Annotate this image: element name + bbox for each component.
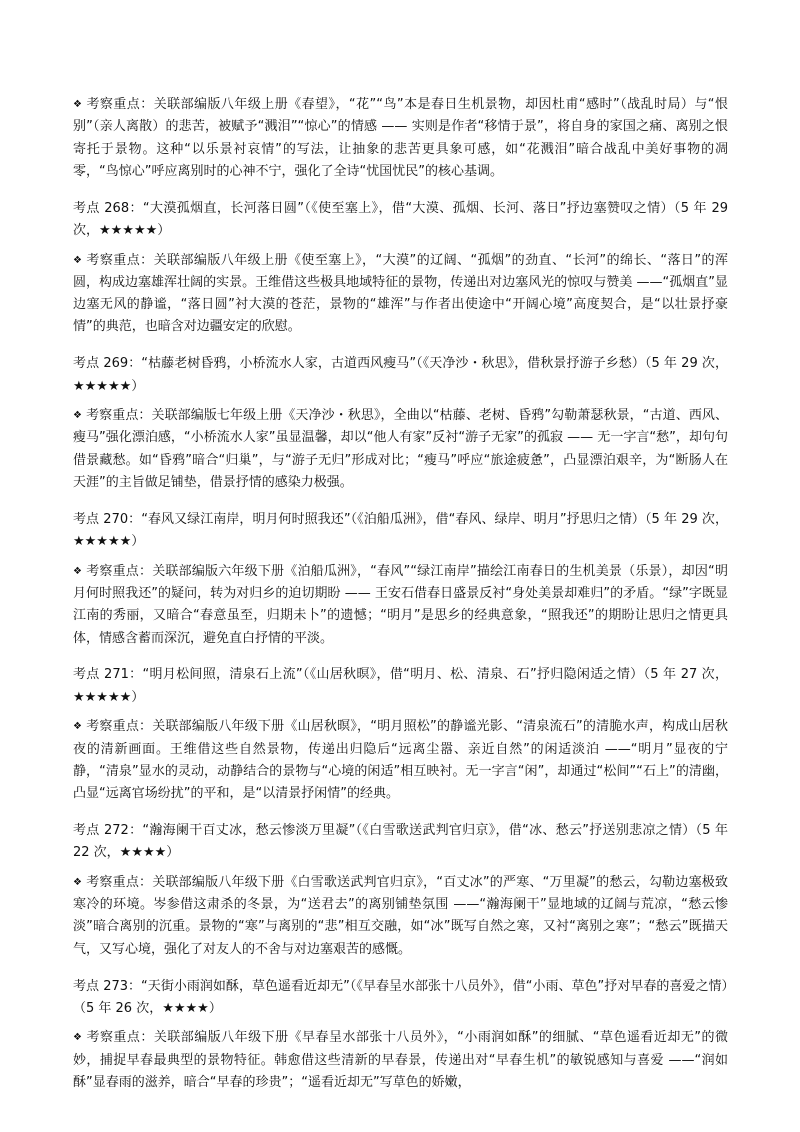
exam-point-heading: 考点 271：“明月松间照，清泉石上流”（《山居秋暝》，借“明月、松、清泉、石”抒归隐闲适之情）（5 年 27 次，★★★★★） — [73, 667, 728, 705]
note-text: 关联部编版七年级上册《天净沙・秋思》，全曲以“枯藤、老树、昏鸦”勾勒萧瑟秋景，“古道、西风、瘦马”强化漂泊感，“小桥流水人家”虽显温馨，却以“他人有家”反衬“游子无家”的孤寂 —— 无一字言“愁”，却句句借景藏愁。如“昏鸦”暗合“归巢”，与“游子无归”形成对比；“瘦马”呼应“旅途疲惫”，凸显漂泊艰辛，为“断肠人在天涯”的主旨做足铺垫，借景抒情的感染力极强。 — [73, 408, 728, 491]
key-point-note — [73, 1027, 728, 1094]
note-label: 考察重点： — [86, 563, 153, 579]
note-label: 考察重点： — [86, 97, 154, 112]
diamond-bullet-icon: ❖ — [73, 254, 82, 266]
note-text: 关联部编版八年级下册《山居秋暝》，“明月照松”的静谧光影、“清泉流石”的清脆水声，构成山居秋夜的清新画面。王维借这些自然景物，传递出归隐后“远离尘嚣、亲近自然”的闲适淡泊 ——“明月”显夜的宁静，“清泉”显水的灵动，动静结合的景物与“心境的闲适”相互映衬。无一字言“闲”，却通过“松间”“石上”的清幽，凸显“远离官场纷扰”的平和，是“以清景抒闲情”的经典。 — [73, 719, 728, 802]
exam-point-heading: 考点 270：“春风又绿江南岸，明月何时照我还”（《泊船瓜洲》，借“春风、绿岸、明月”抒思归之情）（5 年 29 次，★★★★★） — [73, 511, 728, 550]
note-text: 关联部编版六年级下册《泊船瓜洲》，“春风”“绿江南岸”描绘江南春日的生机美景（乐景），却因“明月何时照我还”的疑问，转为对归乡的迫切期盼 —— 王安石借春日盛景反衬“身处美景却难归”的矛盾。“绿”字既显江南的秀丽，又暗合“春意虽至，归期未卜”的遗憾；“明月”是思乡的经典意象，“照我还”的期盼让思归之情更具体，情感含蓄而深沉，避免直白抒情的平淡。 — [73, 563, 728, 646]
note-label: 考察重点： — [86, 719, 153, 735]
diamond-bullet-icon: ❖ — [73, 99, 82, 110]
note-text: 关联部编版八年级上册《使至塞上》，“大漠”的辽阔、“孤烟”的劲直、“长河”的绵长、“落日”的浑圆，构成边塞雄浑壮阔的实景。王维借这些极具地域特征的景物，传递出对边塞风光的惊叹与赞美 ——“孤烟直”显边塞无风的静谧，“落日圆”衬大漠的苍茫，景物的“雄浑”与作者出使途中“开阔心境”高度契合，是“以壮景抒豪情”的典范，也暗含对边疆安定的欣慰。 — [73, 252, 728, 335]
key-point-note — [73, 716, 728, 805]
diamond-bullet-icon: ❖ — [73, 410, 82, 422]
exam-point-heading: 考点 272：“瀚海阑干百丈冰，愁云惨淡万里凝”（《白雪歌送武判官归京》，借“冰、愁云”抒送别悲凉之情）（5 年 22 次，★★★★） — [73, 823, 728, 861]
diamond-bullet-icon: ❖ — [73, 721, 82, 733]
key-point-note — [73, 94, 728, 183]
diamond-bullet-icon: ❖ — [73, 876, 82, 888]
note-label: 考察重点： — [86, 874, 153, 890]
note-text: 关联部编版八年级下册《白雪歌送武判官归京》，“百丈冰”的严寒、“万里凝”的愁云，勾勒边塞极致寒冷的环境。岑参借这肃杀的冬景，为“送君去”的离别铺垫氛围 ——“瀚海阑干”显地域的辽阔与荒凉，“愁云惨淡”暗合离别的沉重。景物的“寒”与离别的“悲”相互交融，如“冰”既写自然之寒，又衬“离别之寒”；“愁云”既描天气，又写心境，强化了对友人的不舍与对边塞艰苦的感慨。 — [73, 874, 728, 957]
exam-point-heading: 考点 269：“枯藤老树昏鸦，小桥流水人家，古道西风瘦马”（《天净沙・秋思》，借秋景抒游子乡愁）（5 年 29 次，★★★★★） — [73, 356, 728, 394]
note-text: 关联部编版八年级下册《早春呈水部张十八员外》，“小雨润如酥”的细腻、“草色遥看近却无”的微妙，捕捉早春最典型的景物特征。韩愈借这些清新的早春景，传递出对“早春生机”的敏锐感知与喜爱 ——“润如酥”显春雨的滋养，暗合“早春的珍贵”；“遥看近却无”写草色的娇嫩， — [73, 1030, 728, 1090]
exam-point-heading: 考点 268：“大漠孤烟直，长河落日圆”（《使至塞上》，借“大漠、孤烟、长河、落日”抒边塞赞叹之情）（5 年 29 次，★★★★★） — [73, 200, 728, 239]
note-text: 关联部编版八年级上册《春望》，“花”“鸟”本是春日生机景物，却因杜甫“感时”（战乱时局）与“恨别”（亲人离散）的悲苦，被赋予“溅泪”“惊心”的情感 —— 实则是作者“移情于景”，将自身的家国之痛、离别之恨寄托于景物。这种“以乐景衬哀情”的写法，让抽象的悲苦更具象可感，如“花溅泪”暗合战乱中美好事物的凋零，“鸟惊心”呼应离别时的心神不宁，强化了全诗“忧国忧民”的核心基调。 — [73, 97, 728, 179]
exam-point-heading: 考点 273：“天街小雨润如酥，草色遥看近却无”（《早春呈水部张十八员外》，借“小雨、草色”抒对早春的喜爱之情）（5 年 26 次，★★★★） — [73, 978, 728, 1016]
diamond-bullet-icon: ❖ — [73, 1032, 82, 1044]
key-point-note — [73, 561, 728, 650]
key-point-note — [73, 405, 728, 494]
document-page — [73, 94, 728, 1109]
note-label: 考察重点： — [86, 1030, 154, 1046]
diamond-bullet-icon: ❖ — [73, 565, 82, 577]
key-point-note — [73, 250, 728, 339]
key-point-note — [73, 872, 728, 961]
note-label: 考察重点： — [86, 252, 154, 268]
note-label: 考察重点： — [86, 408, 152, 424]
